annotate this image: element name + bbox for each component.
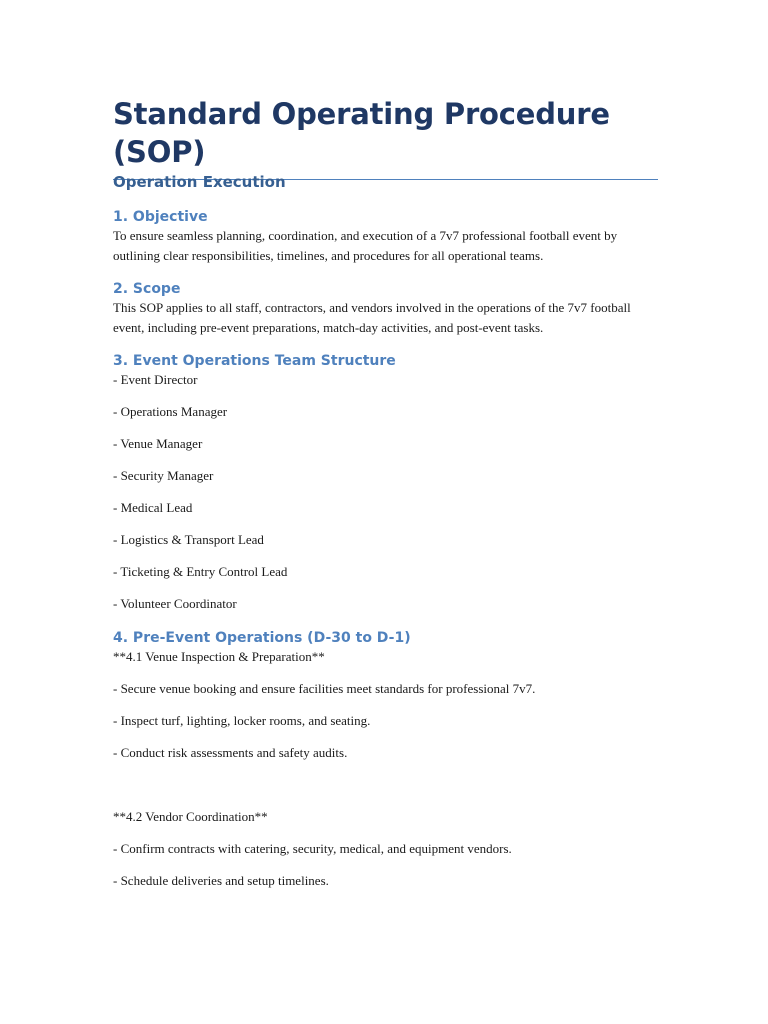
objective-heading: 1. Objective xyxy=(113,209,208,225)
document-page xyxy=(113,0,658,888)
list-item: - Confirm contracts with catering, security, medical, and equipment vendors. xyxy=(113,841,512,856)
team-structure-heading: 3. Event Operations Team Structure xyxy=(113,353,396,369)
list-item: - Venue Manager xyxy=(113,436,203,451)
list-item: - Event Director xyxy=(113,372,198,387)
list-item: - Security Manager xyxy=(113,468,214,483)
venue-inspection-heading: **4.1 Venue Inspection & Preparation** xyxy=(113,649,325,664)
objective-body: To ensure seamless planning, coordination, and execution of a 7v7 professional football event by outlining clear responsibilities, timelines, and procedures for all operational teams. xyxy=(113,228,618,263)
list-item: - Inspect turf, lighting, locker rooms, and seating. xyxy=(113,713,371,728)
document-title: Standard Operating Procedure (SOP) xyxy=(113,0,658,180)
list-item: - Operations Manager xyxy=(113,404,228,419)
scope-body: This SOP applies to all staff, contractors, and vendors involved in the operations of the 7v7 football event, including pre-event preparations, match-day activities, and post-event tasks. xyxy=(113,300,631,335)
scope-heading: 2. Scope xyxy=(113,281,181,297)
list-item: - Secure venue booking and ensure facilities meet standards for professional 7v7. xyxy=(113,681,536,696)
document-subtitle: Operation Execution xyxy=(113,173,286,191)
list-item: - Volunteer Coordinator xyxy=(113,596,237,611)
list-item: - Logistics & Transport Lead xyxy=(113,532,264,547)
vendor-coordination-heading: **4.2 Vendor Coordination** xyxy=(113,809,268,824)
list-item: - Ticketing & Entry Control Lead xyxy=(113,564,288,579)
list-item: - Schedule deliveries and setup timelines. xyxy=(113,873,329,888)
pre-event-heading: 4. Pre-Event Operations (D-30 to D-1) xyxy=(113,630,411,646)
list-item: - Conduct risk assessments and safety audits. xyxy=(113,745,348,760)
list-item: - Medical Lead xyxy=(113,500,193,515)
